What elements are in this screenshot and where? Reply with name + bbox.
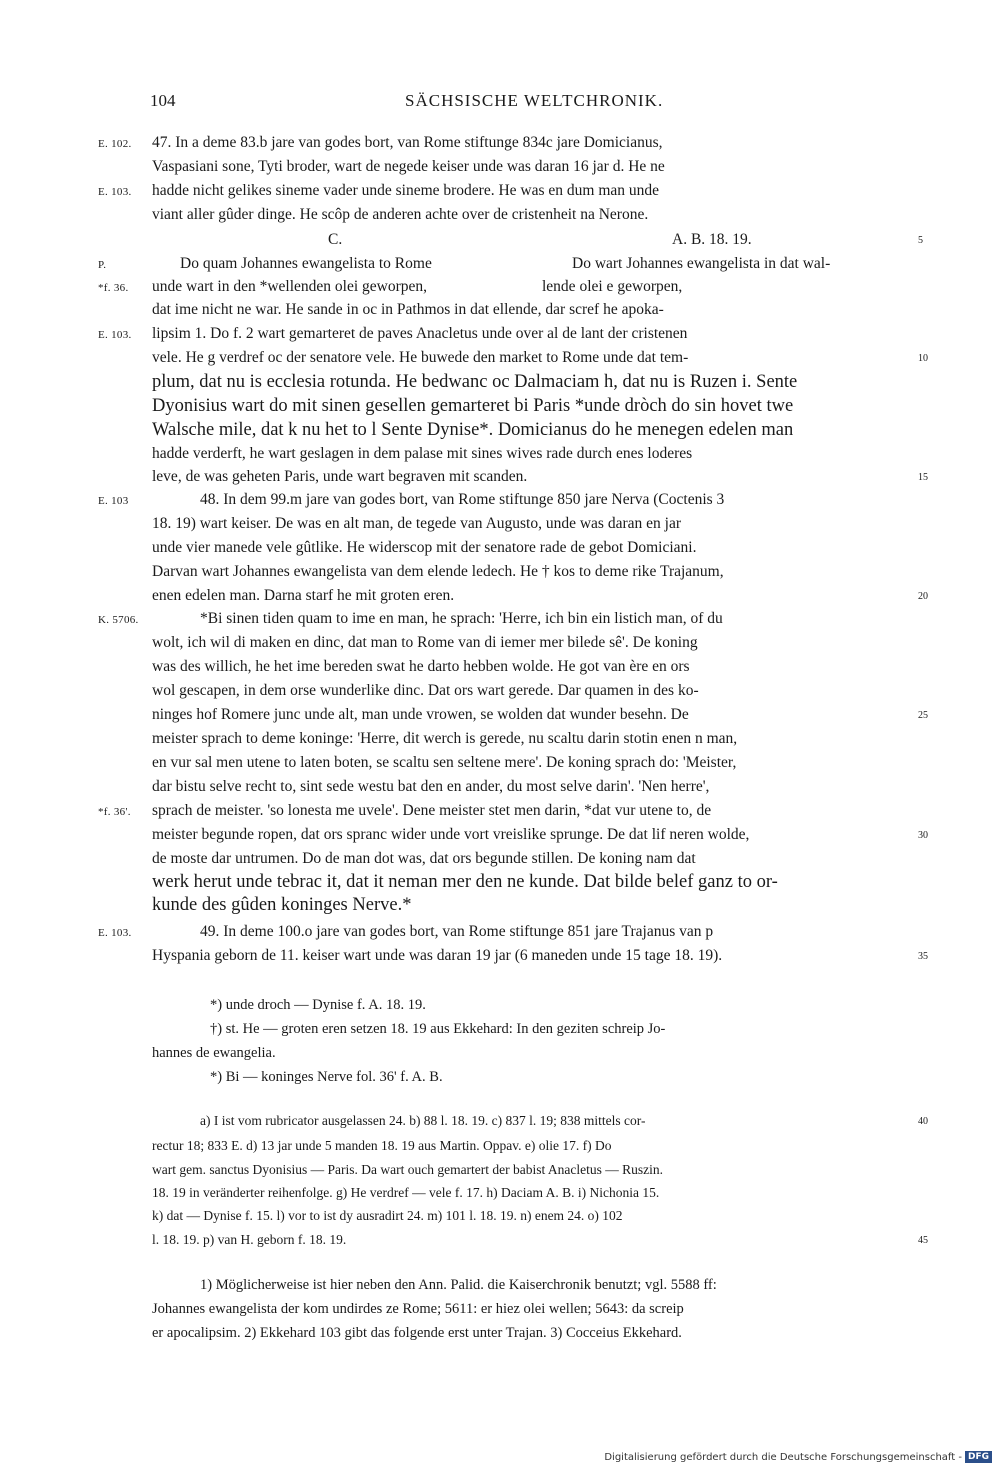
apparatus-line: 18. 19 in veränderter reihenfolge. g) He verdref — vele f. 17. h) Daciam A. B. i) Nichonia 15. bbox=[152, 1185, 660, 1200]
variant-note-line: †) st. He — groten eren setzen 18. 19 aus Ekkehard: In den geziten schreip Jo- bbox=[210, 1021, 666, 1037]
text-line: Do wart Johannes ewangelista in dat wal- bbox=[572, 255, 831, 272]
text-line: lende olei e geworpen, bbox=[542, 278, 683, 295]
text-line: de moste dar untrumen. Do de man dot was, dat ors begunde stillen. De koning nam dat bbox=[152, 850, 696, 867]
variant-note-line: *) Bi — koninges Nerve fol. 36' f. A. B. bbox=[210, 1069, 443, 1085]
text-line: was des willich, he het ime bereden swat he darto hebben wolde. He got van ère en ors bbox=[152, 658, 690, 675]
margin-reference: E. 103. bbox=[98, 186, 132, 198]
text-line: viant aller gûder dinge. He scôp de anderen achte over de cristenheit na Nerone. bbox=[152, 206, 649, 223]
text-line: meister sprach to deme koninge: 'Herre, dit werch is gerede, nu scaltu darin stotin enen n man, bbox=[152, 730, 738, 747]
footer-credit: Digitalisierung gefördert durch die Deutsche Forschungsgemeinschaft - bbox=[604, 1451, 962, 1463]
margin-reference: K. 5706. bbox=[98, 614, 139, 626]
source-note-line: er apocalipsim. 2) Ekkehard 103 gibt das folgende erst unter Trajan. 3) Cocceius Ekkehard. bbox=[152, 1325, 682, 1341]
text-line: 47. In a deme 83.b jare van godes bort, van Rome stiftunge 834c jare Domicianus, bbox=[152, 134, 663, 151]
text-line: vele. He g verdref oc der senatore vele. He buwede den market to Rome unde dat tem- bbox=[152, 349, 689, 366]
margin-reference: *f. 36'. bbox=[98, 806, 131, 818]
text-line: unde vier manede vele gûtlike. He widerscop mit der senatore rade de gebot Domiciani. bbox=[152, 539, 697, 556]
text-line: 49. In deme 100.o jare van godes bort, van Rome stiftunge 851 jare Trajanus van p bbox=[200, 923, 714, 940]
text-line: Walsche mile, dat k nu het to l Sente Dynise*. Domicianus do he menegen edelen man bbox=[152, 420, 794, 440]
text-line: en vur sal men utene to laten boten, se scaltu sen seltene mere'. De koning sprach do: 'Meister, bbox=[152, 754, 737, 771]
running-title: SÄCHSISCHE WELTCHRONIK. bbox=[405, 91, 664, 110]
line-number: 15 bbox=[918, 472, 928, 483]
margin-reference: E. 102. bbox=[98, 138, 132, 150]
text-line: hadde verderft, he wart geslagen in dem palase mit sines wives rade durch enes loderes bbox=[152, 445, 693, 462]
text-line: plum, dat nu is ecclesia rotunda. He bedwanc oc Dalmaciam h, dat nu is Ruzen i. Sente bbox=[152, 372, 798, 392]
text-line: C. bbox=[328, 231, 343, 248]
text-line: hadde nicht gelikes sineme vader unde sineme brodere. He was en dum man unde bbox=[152, 182, 660, 199]
line-number: 10 bbox=[918, 353, 928, 364]
line-number: 25 bbox=[918, 710, 928, 721]
apparatus-line: l. 18. 19. p) van H. geborn f. 18. 19. bbox=[152, 1232, 347, 1247]
line-number: 40 bbox=[918, 1116, 928, 1127]
text-line: Darvan wart Johannes ewangelista van dem elende ledech. He † kos to deme rike Trajanum, bbox=[152, 563, 724, 580]
text-line: ninges hof Romere junc unde alt, man unde vrowen, se wolden dat wunder besehn. De bbox=[152, 706, 689, 723]
text-line: Vaspasiani sone, Tyti broder, wart de negede keiser unde was daran 16 jar d. He ne bbox=[152, 158, 665, 175]
text-line: lipsim 1. Do f. 2 wart gemarteret de paves Anacletus unde over al de lant der cristenen bbox=[152, 325, 688, 342]
text-line: Hyspania geborn de 11. keiser wart unde was daran 19 jar (6 maneden unde 15 tage 18. 19). bbox=[152, 947, 723, 964]
text-line: Dyonisius wart do mit sinen gesellen gemarteret bi Paris *unde dròch do sin hovet twe bbox=[152, 396, 794, 416]
line-number: 5 bbox=[918, 235, 923, 246]
source-note-line: Johannes ewangelista der kom undirdes ze Rome; 5611: er hiez olei wellen; 5643: da screip bbox=[152, 1301, 684, 1317]
text-line: *Bi sinen tiden quam to ime en man, he sprach: 'Herre, ich bin ein listich man, of du bbox=[200, 610, 723, 627]
variant-note-line: *) unde droch — Dynise f. A. 18. 19. bbox=[210, 997, 426, 1013]
text-line: werk herut unde tebrac it, dat it neman mer den ne kunde. Dat bilde belef ganz to or- bbox=[152, 872, 778, 892]
text-line: Do quam Johannes ewangelista to Rome bbox=[180, 255, 432, 272]
line-number: 30 bbox=[918, 830, 928, 841]
text-line: wol gescapen, in dem orse wunderlike dinc. Dat ors wart gerede. Dar quamen in des ko- bbox=[152, 682, 699, 699]
apparatus-line: a) I ist vom rubricator ausgelassen 24. b) 88 l. 18. 19. c) 837 l. 19; 838 mittels cor- bbox=[200, 1113, 646, 1128]
text-line: sprach de meister. 'so lonesta me uvele'. Dene meister stet men darin, *dat vur utene to, de bbox=[152, 802, 712, 819]
source-note-line: 1) Möglicherweise ist hier neben den Ann. Palid. die Kaiserchronik benutzt; vgl. 5588 ff: bbox=[200, 1277, 717, 1293]
dfg-logo-icon: DFG bbox=[965, 1451, 992, 1463]
text-line: dar bistu selve recht to, sint sede westu bat den en ander, du most selve darin'. 'Nen herre', bbox=[152, 778, 710, 795]
margin-reference: E. 103 bbox=[98, 495, 129, 507]
text-line: enen edelen man. Darna starf he mit groten eren. bbox=[152, 587, 455, 604]
apparatus-line: wart gem. sanctus Dyonisius — Paris. Da wart ouch gemartert der babist Anacletus — Ruszin. bbox=[152, 1162, 664, 1177]
text-line: 18. 19) wart keiser. De was en alt man, de tegede van Augusto, unde was daran en jar bbox=[152, 515, 681, 532]
line-number: 45 bbox=[918, 1235, 928, 1246]
text-line: unde wart in den *wellenden olei geworpen, bbox=[152, 278, 428, 295]
text-line: kunde des gûden koninges Nerve.* bbox=[152, 895, 412, 915]
text-line: 48. In dem 99.m jare van godes bort, van Rome stiftunge 850 jare Nerva (Coctenis 3 bbox=[200, 491, 725, 508]
digitization-footer bbox=[604, 1451, 992, 1463]
text-line: leve, de was geheten Paris, unde wart begraven mit scanden. bbox=[152, 468, 528, 485]
apparatus-line: k) dat — Dynise f. 15. l) vor to ist dy ausradirt 24. m) 101 l. 18. 19. n) enem 24. o) 102 bbox=[152, 1208, 623, 1223]
margin-reference: E. 103. bbox=[98, 927, 132, 939]
text-line: dat ime nicht ne war. He sande in oc in Pathmos in dat ellende, dar scref he apoka- bbox=[152, 301, 664, 318]
text-line: meister begunde ropen, dat ors spranc wider unde vort vreislike sprunge. De dat lif neren wolde, bbox=[152, 826, 750, 843]
page-number: 104 bbox=[150, 91, 176, 110]
margin-reference: E. 103. bbox=[98, 329, 132, 341]
line-number: 35 bbox=[918, 951, 928, 962]
text-line: A. B. 18. 19. bbox=[672, 231, 752, 248]
variant-note-line: hannes de ewangelia. bbox=[152, 1045, 276, 1061]
apparatus-line: rectur 18; 833 E. d) 13 jar unde 5 manden 18. 19 aus Martin. Oppav. e) olie 17. f) Do bbox=[152, 1138, 612, 1153]
margin-reference: *f. 36. bbox=[98, 282, 129, 294]
text-line: wolt, ich wil di maken en dinc, dat man to Rome van di iemer mer bilede sê'. De koning bbox=[152, 634, 698, 651]
margin-reference: P. bbox=[98, 259, 107, 271]
line-number: 20 bbox=[918, 591, 928, 602]
